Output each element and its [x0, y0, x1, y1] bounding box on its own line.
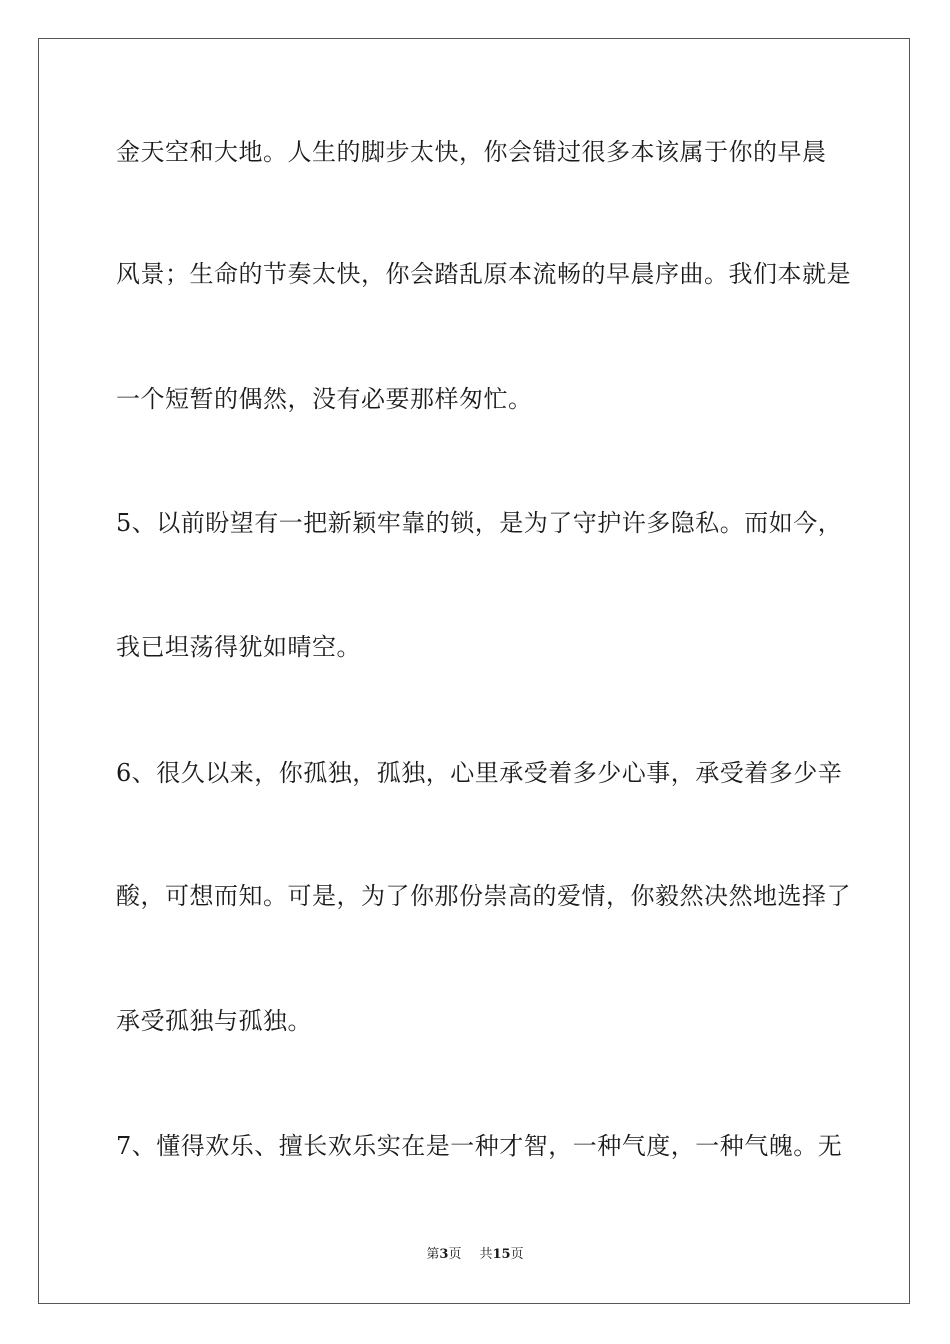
text-line-2: 风景；生命的节奏太快，你会踏乱原本流畅的早晨序曲。我们本就是 — [116, 260, 851, 288]
text-line-6: 6、很久以来，你孤独，孤独，心里承受着多少心事，承受着多少辛 — [116, 759, 843, 787]
text-line-5: 我已坦荡得犹如晴空。 — [116, 633, 361, 661]
text-line-9: 7、懂得欢乐、擅长欢乐实在是一种才智，一种气度，一种气魄。无 — [116, 1132, 843, 1160]
text-line-1: 金天空和大地。人生的脚步太快，你会错过很多本该属于你的早晨 — [116, 138, 827, 166]
page-border — [38, 38, 910, 1304]
total-suffix: 页 — [510, 1247, 524, 1262]
text-line-3: 一个短暂的偶然，没有必要那样匆忙。 — [116, 385, 533, 413]
text-line-7: 酸，可想而知。可是，为了你那份崇高的爱情，你毅然决然地选择了 — [116, 882, 851, 910]
page-footer — [0, 1246, 950, 1264]
total-prefix: 共 — [479, 1247, 493, 1262]
page-prefix: 第 — [426, 1247, 440, 1262]
text-line-4: 5、以前盼望有一把新颖牢靠的锁，是为了守护许多隐私。而如今， — [116, 509, 843, 537]
page-suffix: 页 — [448, 1247, 462, 1262]
total-pages: 15 — [492, 1247, 511, 1262]
text-line-8: 承受孤独与孤独。 — [116, 1007, 312, 1035]
page-number: 3 — [439, 1247, 449, 1262]
